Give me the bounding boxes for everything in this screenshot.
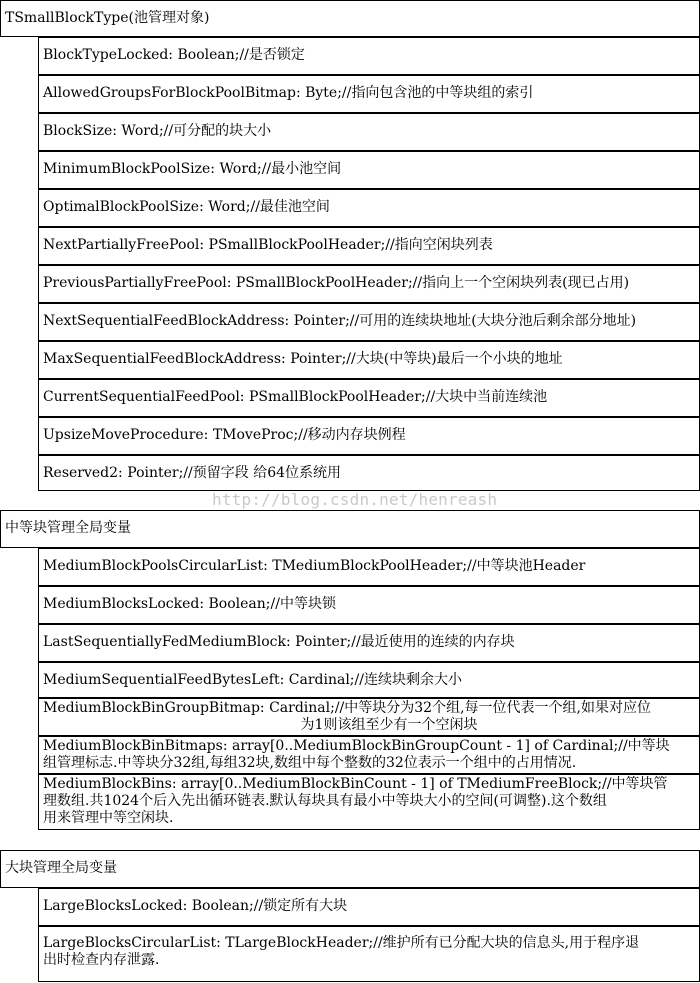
field-line: 组管理标志.中等块分32组,每组32块,数组中每个整数的32位表示一个组中的占用情况. — [43, 755, 577, 771]
field-line: MediumBlockBinGroupBitmap: Cardinal;//中等块分为32个组,每一位代表一个组,如果对应位 — [43, 700, 651, 716]
watermark-text: http://blog.csdn.net/henreash — [212, 490, 498, 509]
section-header-medium-block: 中等块管理全局变量 — [0, 510, 700, 548]
field-current-sequential-feed-pool: CurrentSequentialFeedPool: PSmallBlockPoolHeader;//大块中当前连续池 — [38, 379, 700, 417]
field-reserved2: Reserved2: Pointer;//预留字段 给64位系统用 — [38, 455, 700, 491]
field-line: MediumBlockBins: array[0..MediumBlockBinCount - 1] of TMediumFreeBlock;//中等块管 — [43, 776, 668, 792]
field-line: 出时检查内存泄露. — [43, 952, 160, 968]
field-medium-block-bin-group-bitmap — [38, 698, 700, 736]
section-header-small-block-type: TSmallBlockType(池管理对象) — [0, 0, 700, 37]
field-block-size: BlockSize: Word;//可分配的块大小 — [38, 113, 700, 151]
field-line: MediumBlockBinBitmaps: array[0..MediumBlockBinGroupCount - 1] of Cardinal;//中等块 — [43, 738, 670, 754]
field-next-sequential-feed-block-address: NextSequentialFeedBlockAddress: Pointer;//可用的连续块地址(大块分池后剩余部分地址) — [38, 303, 700, 341]
field-medium-sequential-feed-bytes-left: MediumSequentialFeedBytesLeft: Cardinal;//连续块剩余大小 — [38, 662, 700, 698]
field-last-sequentially-fed-medium-block: LastSequentiallyFedMediumBlock: Pointer;//最近使用的连续的内存块 — [38, 624, 700, 662]
field-upsize-move-procedure: UpsizeMoveProcedure: TMoveProc;//移动内存块例程 — [38, 417, 700, 455]
field-max-sequential-feed-block-address: MaxSequentialFeedBlockAddress: Pointer;//大块(中等块)最后一个小块的地址 — [38, 341, 700, 379]
field-next-partially-free-pool: NextPartiallyFreePool: PSmallBlockPoolHeader;//指向空闲块列表 — [38, 227, 700, 265]
section-header-large-block: 大块管理全局变量 — [0, 850, 700, 888]
field-line: 理数组.共1024个后入先出循环链表.默认每块具有最小中等块大小的空间(可调整).这个数组 — [43, 793, 607, 809]
field-medium-block-pools-circular-list: MediumBlockPoolsCircularList: TMediumBlockPoolHeader;//中等块池Header — [38, 548, 700, 586]
field-line: 用来管理中等空闲块. — [43, 810, 174, 826]
field-large-blocks-locked: LargeBlocksLocked: Boolean;//锁定所有大块 — [38, 888, 700, 926]
field-line: LargeBlocksCircularList: TLargeBlockHeader;//维护所有已分配大块的信息头,用于程序退 — [43, 935, 640, 951]
field-block-type-locked: BlockTypeLocked: Boolean;//是否锁定 — [38, 37, 700, 75]
field-medium-blocks-locked: MediumBlocksLocked: Boolean;//中等块锁 — [38, 586, 700, 624]
field-medium-block-bins — [38, 774, 700, 830]
field-allowed-groups: AllowedGroupsForBlockPoolBitmap: Byte;//指向包含池的中等块组的索引 — [38, 75, 700, 113]
field-large-blocks-circular-list — [38, 926, 700, 982]
field-minimum-block-pool-size: MinimumBlockPoolSize: Word;//最小池空间 — [38, 151, 700, 189]
field-medium-block-bin-bitmaps — [38, 736, 700, 774]
field-previous-partially-free-pool: PreviousPartiallyFreePool: PSmallBlockPoolHeader;//指向上一个空闲块列表(现已占用) — [38, 265, 700, 303]
field-optimal-block-pool-size: OptimalBlockPoolSize: Word;//最佳池空间 — [38, 189, 700, 227]
field-line: 为1则该组至少有一个空闲块 — [300, 717, 478, 733]
